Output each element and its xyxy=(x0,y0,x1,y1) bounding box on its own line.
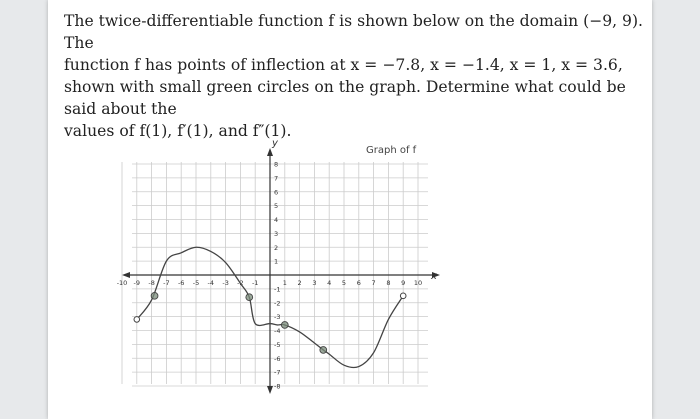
y-tick-label: -6 xyxy=(274,354,281,363)
x-tick-label: 6 xyxy=(356,279,361,287)
inflection-point-marker xyxy=(151,292,158,299)
question-card xyxy=(48,0,652,419)
x-tick-label: -4 xyxy=(207,279,215,287)
y-tick-label: 5 xyxy=(274,202,279,211)
x-tick-label: 7 xyxy=(371,279,376,287)
open-endpoint-marker xyxy=(400,293,406,299)
x-tick-label: -7 xyxy=(163,279,170,287)
y-tick-label: -4 xyxy=(274,327,281,335)
y-axis-label: y xyxy=(272,138,278,149)
x-tick-label: -1 xyxy=(251,279,259,287)
y-tick-label: -2 xyxy=(274,299,281,308)
y-tick-label: -5 xyxy=(274,340,281,349)
x-tick-label: 10 xyxy=(413,279,423,287)
graph-axes xyxy=(122,148,440,394)
y-tick-label: -3 xyxy=(274,313,281,322)
graph-title: Graph of f xyxy=(366,145,417,156)
y-tick-label: 2 xyxy=(274,243,279,252)
x-tick-label: -2 xyxy=(237,279,244,287)
question-line-1: The twice-differentiable function f is shown below on the domain (−9, 9). The xyxy=(64,12,644,52)
y-tick-label: 1 xyxy=(274,257,279,266)
y-tick-label: 7 xyxy=(274,174,279,183)
question-line-3: shown with small green circles on the graph. Determine what could be said about the xyxy=(64,78,626,118)
x-axis-arrow-left xyxy=(122,272,130,278)
inflection-point-marker xyxy=(246,294,253,301)
y-tick-label: -1 xyxy=(274,285,281,294)
x-tick-label: 1 xyxy=(282,279,287,287)
graph-of-f xyxy=(48,0,652,419)
y-axis-arrow-down xyxy=(267,386,273,394)
x-tick-label: 3 xyxy=(312,279,317,287)
y-axis-arrow-up xyxy=(267,148,273,156)
x-tick-label: 2 xyxy=(297,279,302,287)
x-tick-label: -5 xyxy=(192,279,200,287)
x-tick-label: 9 xyxy=(401,279,406,287)
x-tick-label: -10 xyxy=(116,279,128,287)
y-tick-label: 4 xyxy=(274,216,279,224)
inflection-point-marker xyxy=(320,347,327,354)
question-line-4: values of f(1), f′(1), and f″(1). xyxy=(64,122,292,140)
y-tick-label: -8 xyxy=(274,382,281,391)
x-tick-label: -6 xyxy=(177,279,185,287)
y-tick-label: 3 xyxy=(274,229,279,238)
inflection-point-marker xyxy=(281,322,288,329)
x-tick-label: -9 xyxy=(133,279,141,287)
question-line-2: function f has points of inflection at x = −7.8, x = −1.4, x = 1, x = 3.6, xyxy=(64,56,623,74)
x-tick-label: 4 xyxy=(327,279,332,287)
y-tick-label: 8 xyxy=(274,160,279,169)
open-endpoint-marker xyxy=(134,317,140,323)
y-tick-label: -7 xyxy=(274,368,281,377)
x-tick-label: 5 xyxy=(341,279,347,287)
x-tick-label: -3 xyxy=(222,279,229,287)
x-tick-label: 8 xyxy=(386,279,391,287)
y-tick-label: 6 xyxy=(274,188,279,197)
x-axis-label: x xyxy=(431,271,437,282)
x-tick-label: -8 xyxy=(148,279,155,287)
